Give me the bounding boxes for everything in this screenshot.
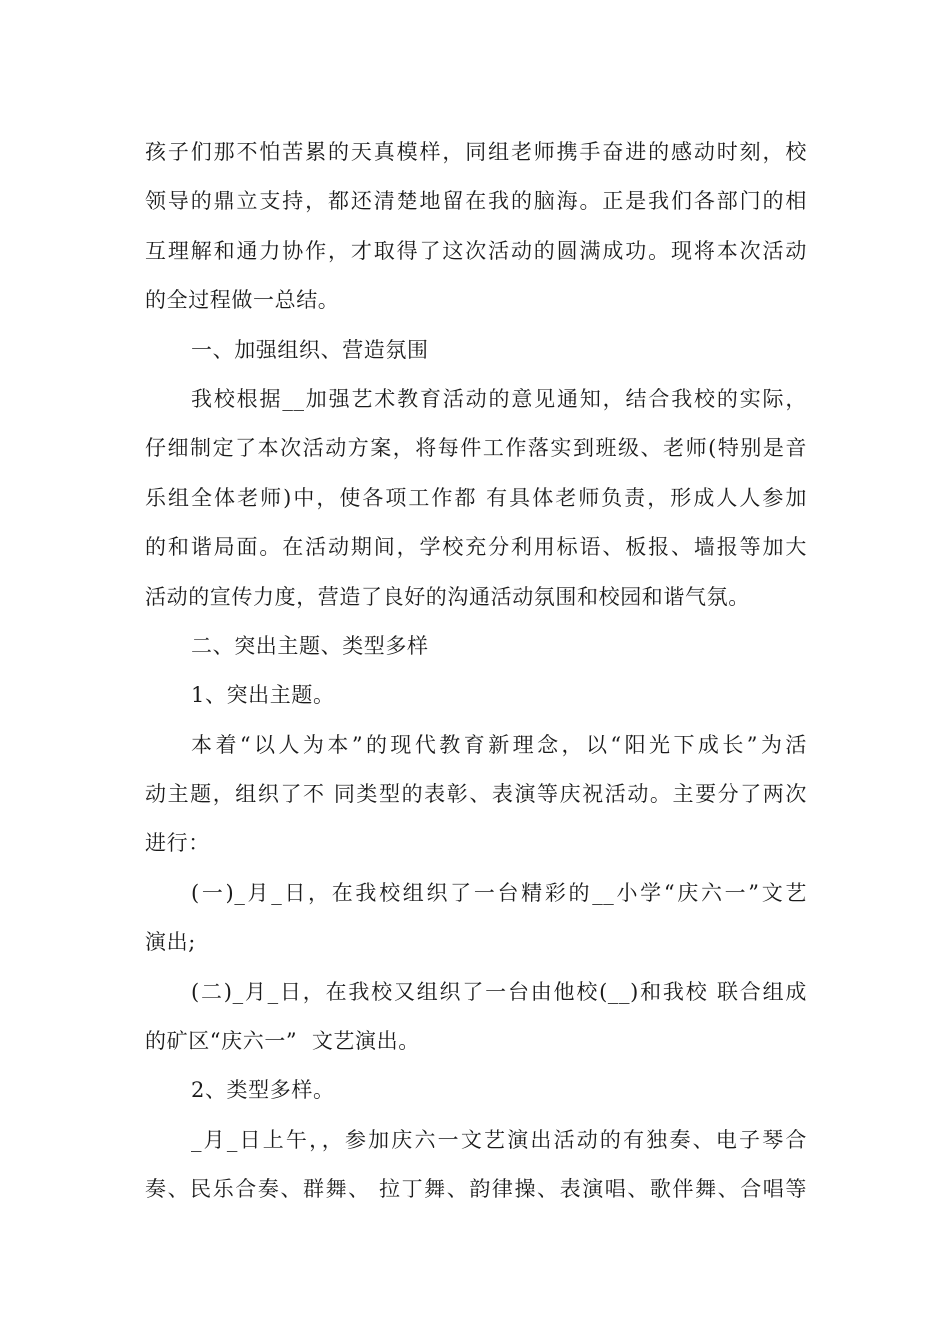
- text-line: (二)_月_日，在我校又组织了一台由他校(__)和我校 联合组成: [191, 979, 807, 1004]
- text-line: 仔细制定了本次活动方案，将每件工作落实到班级、老师(特别是音: [145, 436, 807, 461]
- text-line: 乐组全体老师)中，使各项工作都 有具体老师负责，形成人人参加: [145, 485, 807, 510]
- document-body: [145, 128, 807, 1215]
- text-line: _月_日上午，，参加庆六一文艺演出活动的有独奏、电子琴合: [191, 1127, 807, 1152]
- subsection-heading: 2、类型多样。: [191, 1078, 335, 1103]
- text-line: 本着“以人为本”的现代教育新理念，以“阳光下成长”为活: [191, 732, 807, 757]
- subsection-heading: 1、突出主题。: [191, 683, 335, 708]
- text-line: 奏、民乐合奏、群舞、 拉丁舞、韵律操、表演唱、歌伴舞、合唱等: [145, 1177, 807, 1202]
- text-line: 互理解和通力协作，才取得了这次活动的圆满成功。现将本次活动: [145, 238, 807, 263]
- section-heading: 二、突出主题、类型多样: [191, 633, 429, 658]
- text-line: 的全过程做一总结。: [145, 288, 340, 313]
- text-line: 的矿区“庆六一” 文艺演出。: [145, 1029, 420, 1054]
- text-line: 演出;: [145, 930, 196, 955]
- text-line: 的和谐局面。在活动期间，学校充分利用标语、板报、墙报等加大: [145, 535, 807, 560]
- text-line: 领导的鼎立支持，都还清楚地留在我的脑海。正是我们各部门的相: [145, 189, 807, 214]
- text-line: (一)_月_日，在我校组织了一台精彩的__小学“庆六一”文艺: [191, 880, 807, 905]
- text-line: 活动的宣传力度，营造了良好的沟通活动氛围和校园和谐气氛。: [145, 584, 750, 609]
- text-line: 我校根据__加强艺术教育活动的意见通知，结合我校的实际，: [191, 386, 807, 411]
- text-line: 动主题，组织了不 同类型的表彰、表演等庆祝活动。主要分了两次: [145, 782, 807, 807]
- text-line: 进行：: [145, 831, 210, 856]
- text-line: 孩子们那不怕苦累的天真模样，同组老师携手奋进的感动时刻，校: [145, 140, 807, 164]
- section-heading: 一、加强组织、营造氛围: [191, 337, 429, 362]
